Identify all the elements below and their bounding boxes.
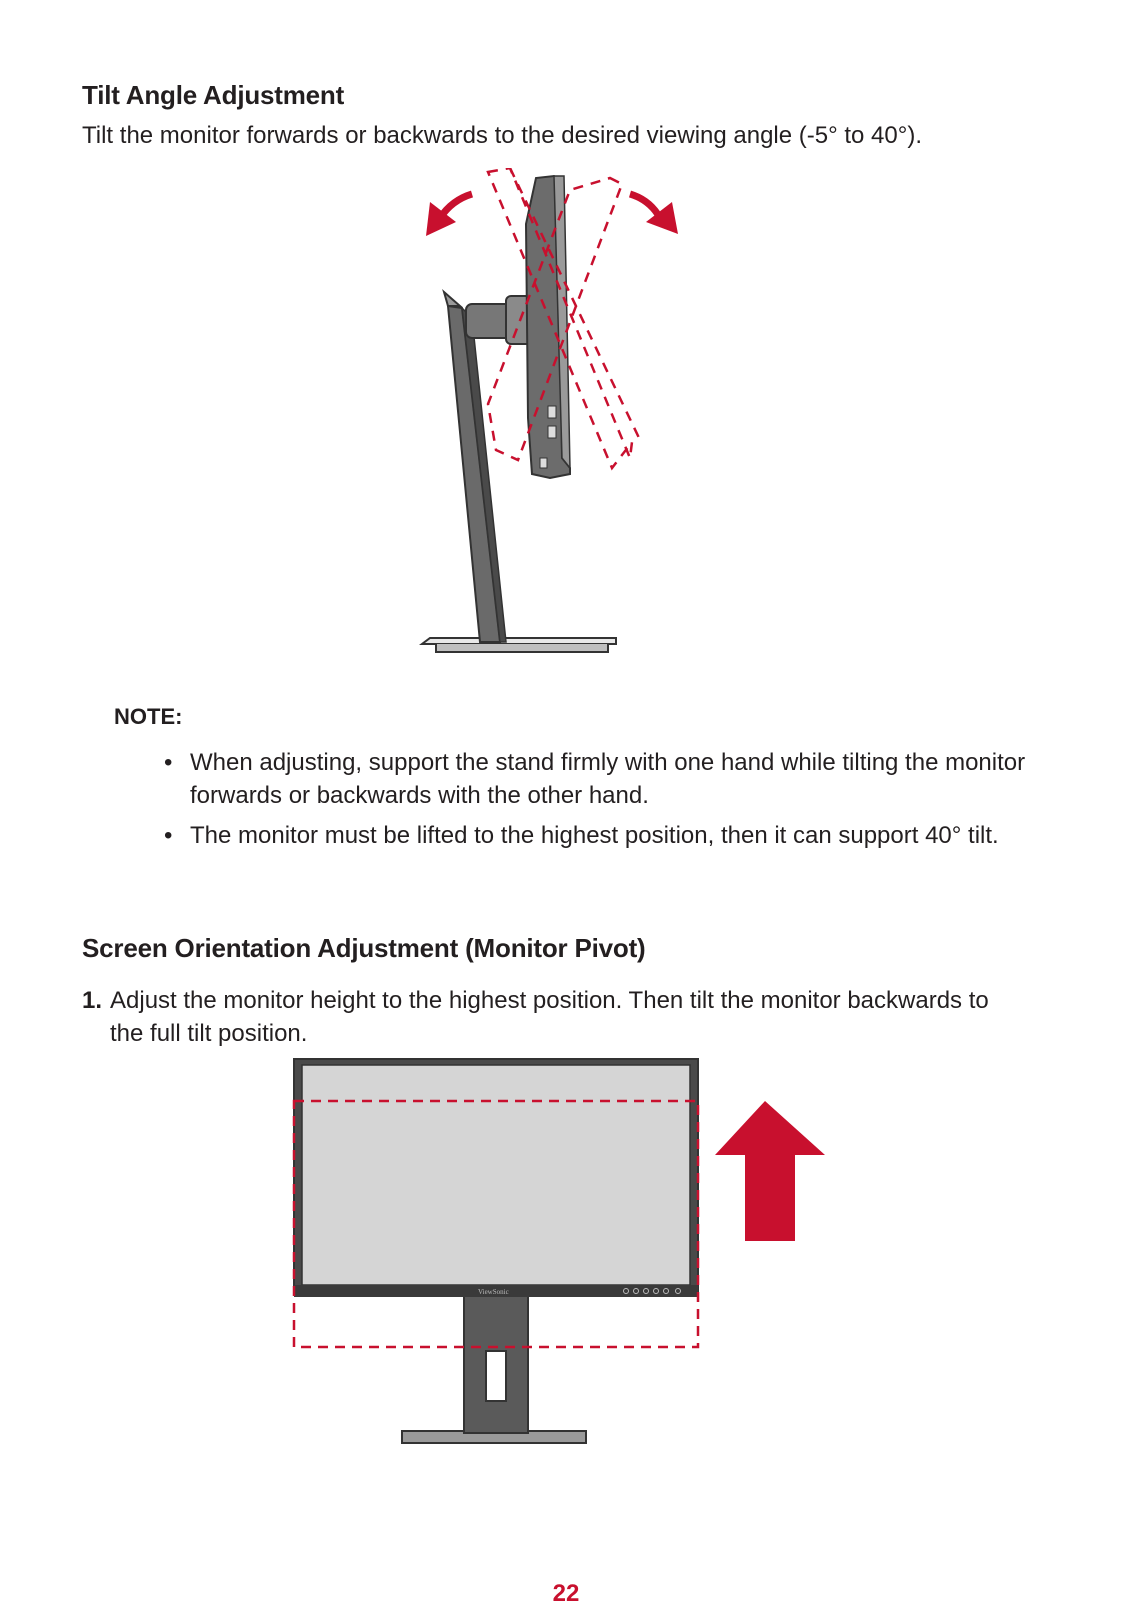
tilt-arrow-right	[630, 194, 660, 218]
step-number: 1.	[82, 987, 103, 1014]
bullet-dot: •	[164, 749, 173, 776]
up-arrow-icon	[715, 1101, 825, 1241]
note-bullet-list	[162, 746, 1062, 859]
step-text: Adjust the monitor height to the highest position. Then tilt the monitor backwards to the full tilt position.	[110, 987, 989, 1047]
pivot-step-1	[82, 984, 1002, 1050]
bullet-dot: •	[164, 822, 173, 849]
stand-base	[422, 638, 616, 644]
page-number: 22	[552, 1580, 580, 1607]
note-bullet-item	[162, 819, 1062, 852]
tilt-illustration	[400, 168, 700, 668]
pivot-illustration	[290, 1055, 850, 1455]
monitor-brand-logo: ViewSonic	[478, 1288, 509, 1296]
note-bullet-text: When adjusting, support the stand firmly with one hand while tilting the monitor forwards or backwards with the other hand.	[190, 749, 1026, 809]
note-label: NOTE:	[114, 704, 183, 729]
note-bullet-text: The monitor must be lifted to the highest position, then it can support 40° tilt.	[190, 822, 999, 849]
note-bullet-item	[162, 746, 1062, 812]
section-heading-tilt: Tilt Angle Adjustment	[82, 80, 345, 110]
monitor-screen	[302, 1065, 690, 1285]
section-heading-pivot: Screen Orientation Adjustment (Monitor Pivot)	[82, 933, 646, 963]
tilt-description: Tilt the monitor forwards or backwards to the desired viewing angle (-5° to 40°).	[82, 122, 923, 149]
